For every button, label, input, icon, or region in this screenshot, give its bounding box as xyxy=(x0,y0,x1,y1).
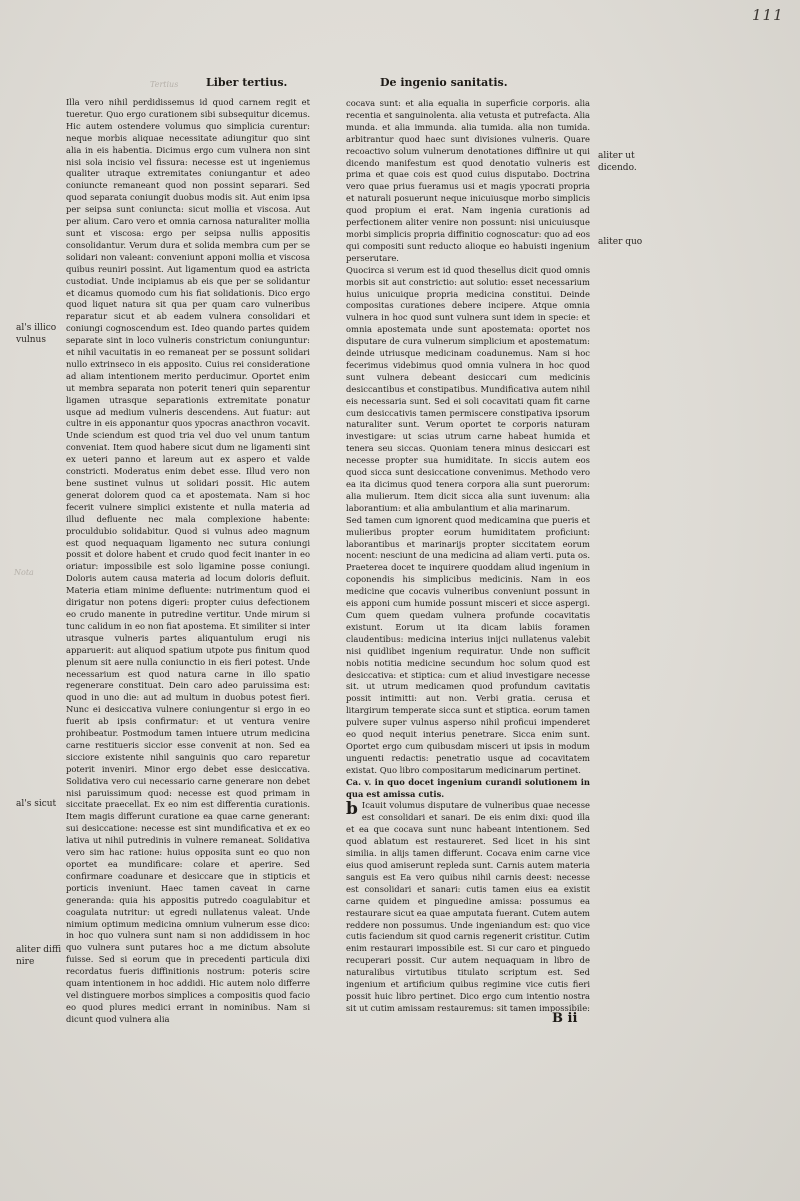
faint-offset-mark-top: Tertius xyxy=(150,80,179,89)
right-column-paragraph: cocava sunt: et alia equalia in superficie corporis. alia recentia et sanguinolenta. alia vetusta et putrefacta. Alia munda. et alia immunda. alia tumida. alia non tumida. arbitrantur quod haec sunt divisiones vulneris. Quare recoactivo solum vulnerum denotationes diffinire ut qui dicendo manifestum est quod denotatio vulneris est prima et quae cois est quod cuius disputabo. Doctrina vero quae prius fueramus usi et magis ypocrati propria et naturali posuerunt neque inicuiusque morbo simplicis quod propium ei erat. Nam ingenia curationis ad perfectionem aliter venire non possunt: nisi unicuiusque morbi simplicis propria diffinitio cognoscatur: quo ad eos qui compositi sunt reducto alioque eo habuisti ingenium perserutare. xyxy=(346,98,590,263)
margin-note-aliter-diffinire: aliter diffi nire xyxy=(16,945,62,967)
margin-note-aliter-quo: aliter quo xyxy=(598,237,643,247)
folio-number: 111 xyxy=(752,6,784,24)
chapter-heading: Ca. v. in quo docet ingenium curandi solutionem in qua est amissa cutis. xyxy=(346,776,590,799)
margin-note-als-illico: al's illico vulnus xyxy=(16,323,57,345)
initial-guide-letter: b xyxy=(346,799,358,820)
right-column-paragraph: Icauit volumus disputare de vulneribus quae necesse est consolidari et sanari. De eis enim dixi: quod illa et ea que cocava sunt nunc habeant intentionem. Sed quod ablatum est restaureret. Sed licet in his sint similia. in alijs tamen differunt. Cocava enim carne vice eius quod amiserunt repleda sunt. Carnis autem materia sanguis est Ea vero quibus nihil carnis deest: necesse est consolidari et sanari: cutis tamen eius ea existit carne quidem et pinguedine amissa: possumus ea restaurare sicut ea quae amputata fuerant. Cutem autem reddere non possumus. Unde ingeniandum est: quo vice cutis faciendum sit quod carnis regenerit cristitur. Cutim enim restaurari impossibile est. Si cur caro et pinguedo recuperari possit. Cur autem nequaquam in libro de naturalibus virtutibus titulato scriptum est. Sed ingenium et artificium quibus regimine vice cutis fieri possit huic libro pertinet. Dico ergo cum intentio nostra sit ut cutim amissam restauremus: sit tamen impossibile: xyxy=(346,800,590,1012)
running-header-right: De ingenio sanitatis. xyxy=(380,76,508,89)
faint-offset-mark-left: Nota xyxy=(14,568,34,577)
left-column-text: Illa vero nihil perdidissemus id quod carnem regit et tueretur. Quo ergo curationem sibi subsequitur dicemus. Hic autem ostendere volumus quo simplicia curentur: neque morbis aliquae necessitate adiungitur quo sint alia in eis habentia. Dicimus ergo cum vulnera non sint nisi sola incisio vel fissura: necesse est ut ingeniemus qualiter utraque extremitates coniungantur et adeo coniuncte remaneant quod non possint separari. Sed quod separata coniungit duobus modis sit. Aut enim ipsa per seipsa sunt coniuncta: sicut mollia et viscosa. Aut per alium. Caro vero et omnia carnosa naturaliter mollia sunt et viscosa: ergo per seipsa nullis appositis consolidantur. Verum dura et solida membra cum per se solidari non valeant: conveniunt apponi mollia et viscosa quibus reuniri possint. Aut ligamentum quod ea astricta custodiat. Unde incipiamus ab eis que per se solidantur et dicamus quomodo cum his fiat solidationis. Dico ergo quod liquet natura sit qua per quam caro vulneribus reparatur sicut et ab eadem vulnera consolidari et coniungi cognoscendum est. Ideo quando partes quidem separate sint in loco vulneris constrictum coniunguntur: et nihil vacuitatis in eo remaneat per se possunt solidari nullo extrinseco in eis apposito. Cuius rei consideratione ad aliam intentionem merito perducimur. Oportet enim ut membra separata non poterit teneri quin separentur ligamen utrasque separationis extremitate ponatur usque ad medium vulneris descendens. Aut fuatur: aut cultre in eis apponantur quos ypocras anacthron vocavit. Unde sciendum est quod tria vel duo vel unum tantum conveniat. Item quod habere sicut dum ne ligamenti sint ex ueteri panno et lareum aut ex aspero et valde constricti. Moderatus enim debet esse. Illud vero non bene sustinet vulnus ut solidari possit. Hic autem generat dolorem quod ca et apostemata. Nam si hoc fecerit vulnere simplici existente et nulla materia ad illud defluente nec mala complexione habente: proculdubio solidabitur. Quod si vulnus adeo magnum est quod nequaquam ligamento nec sutura coniungi possit et dolore habent et crudo quod fecit inanter in eo oriatur: impossibile est solo ligamine posse coniungi. Doloris autem causa materia ad locum doloris defluit. Materia etiam minime defluente: nutrimentum quod ei dirigatur non potens digeri: propter cuius defectionem eo crudo manente in putredine vertitur. Unde mirum si tunc calidum in eo non fiat apostema. Et similiter si inter utrasque vulneris partes aliquantulum erugi nis apparuerit: aut aliquod spatium utpote pus finitum quod plenum sit aere nulla coniunctio in eis fieri potest. Unde necessarium est quod natura carne in illo spatio regenerare constituat. Dein caro adeo paruissima est: quod in uno die: aut ad multum in duobus potest fieri. Nunc ei desiccativa vulnere coniungentur si ergo in eo fuerit ab ipsis confirmatur: et ut ventura venire prohibeatur. Postmodum tamen intuere utrum medicina carne restitueris siccior esse convenit at non. Sed ea sicciore existente nihil sanguinis quo caro reparetur poterit inveniri. Minor ergo debet esse desiccativa. Solidativa vero cui necessario carne generare non debet nisi paruissimum quod: necesse est quod primam in siccitate praecellat. Ex eo nim est differentia curationis. Item magis differunt curatione ea quae carne generant: sui desiccatione: necesse est sint mundificativa et ex eo lativa ut nihil putredinis in vulnere remaneat. Solidativa vero sim hac ratione: huius opposita sunt eo quo non oportet ea mundificare: colare et aperire. Sed confirmare coadunare et desiccare que in stipticis et porticis inveniunt. Haec tamen caveat in carne generanda: quia his appositis putredo coagulabitur et coagulata nutritur: ut egredi nullatenus valeat. Unde nimium optimum medicina omnium vulnerum esse dico: in hoc quo vulnera sunt nam si non addidissem in hoc quo vulnera sunt putares hoc a me dictum absolute fuisse. Sed si eorum que in precedenti particula dixi recordatus fueris diffinitionis nostrum: poteris scire quam intentionem in hoc addidi. Hic autem nolo differre vel distinguere morbos simplices a compositis quod facio eo quod plures medici errant in nominibus. Nam si dicunt quod vulnera alia xyxy=(66,97,310,1024)
signature-mark: B ii xyxy=(552,1011,578,1026)
right-column-paragraph: Quocirca si verum est id quod thesellus dicit quod omnis morbis sit aut constrictio: aut solutio: esset necessarium huius unicuique propria medicina constitui. Deinde compositas curationes debere incipere. Atque omnia vulnera in hoc quod sunt vulnera sunt idem in specie: et omnia apostemata unde sunt apostemata: oportet nos disputare de cura vulnerum simplicium et apostematum: deinde utriusque medicinam coadunemus. Nam si hoc fecerimus videbimus quod omnia vulnera in hoc quod sunt vulnera debeant desiccari cum medicinis desiccantibus et constipatibus. Mundificativa autem nihil eis necessaria sunt. Sed ei soli cocavitati quam fit carne cum desiccativis tamen permiscere constipativa ipsorum naturaliter sunt. Verum oportet te corporis naturam investigare: ut scias utrum carne habeat humida et tenera seu siccas. Quoniam tenera minus desiccari est necesse propter sua humiditate. In siccis autem eos quod sicca sunt desiccatione convenimus. Methodo vero ea ita dicimus quod tenera corpora alia sunt puerorum: alia mulierum. Item dicit sicca alia sunt iuvenum: alia laborantium: et alia ambulantium et alia marinarum. xyxy=(346,264,590,513)
running-header-left: Liber tertius. xyxy=(206,76,288,89)
right-text-column xyxy=(346,98,590,1012)
margin-note-als-sicut: al's sicut xyxy=(16,799,57,809)
margin-note-aliter-ut-dico: aliter ut dicendo. xyxy=(598,151,637,173)
right-column-paragraph: Sed tamen cum ignorent quod medicamina que pueris et mulieribus propter eorum humiditatem proficiunt: laborantibus et marinarijs propter siccitatem eorum nocent: nesciunt de una medicina ad aliam verti. puta os. Praeterea docet te inquirere quoddam aliud ingenium in coponendis his simplicibus medicinis. Nam in eos medicine que cocavis vulneribus conveniunt possunt in eis apponi cum humide possunt misceri et sicce aspergi. Cum quem quedam vulnera profunde cocavitatis existunt. Eorum ut ita dicam labiis foramen claudentibus: medicina interius inijci nullatenus valebit nisi quidlibet ingenium requiratur. Unde non sufficit nobis notitia medicine secundum hoc solum quod est desiccativa: et stiptica: cum et aliud investigare necesse sit. ut utrum medicamen quod profundum cavitatis possit intimitti: aut non. Verbi gratia. cerusa et litargirum temperate sicca sunt et stiptica. eorum tamen pulvere super vulnus asperso nihil proficui impenderet eo quod nequit interius penetrare. Sicca enim sunt. Oportet ergo cum quibusdam misceri ut ipsis in modum unguenti redactis: penetratio usque ad cocavitatem existat. Quo libro compositarum medicinarum pertinet. xyxy=(346,514,590,775)
left-text-column xyxy=(66,97,310,1031)
